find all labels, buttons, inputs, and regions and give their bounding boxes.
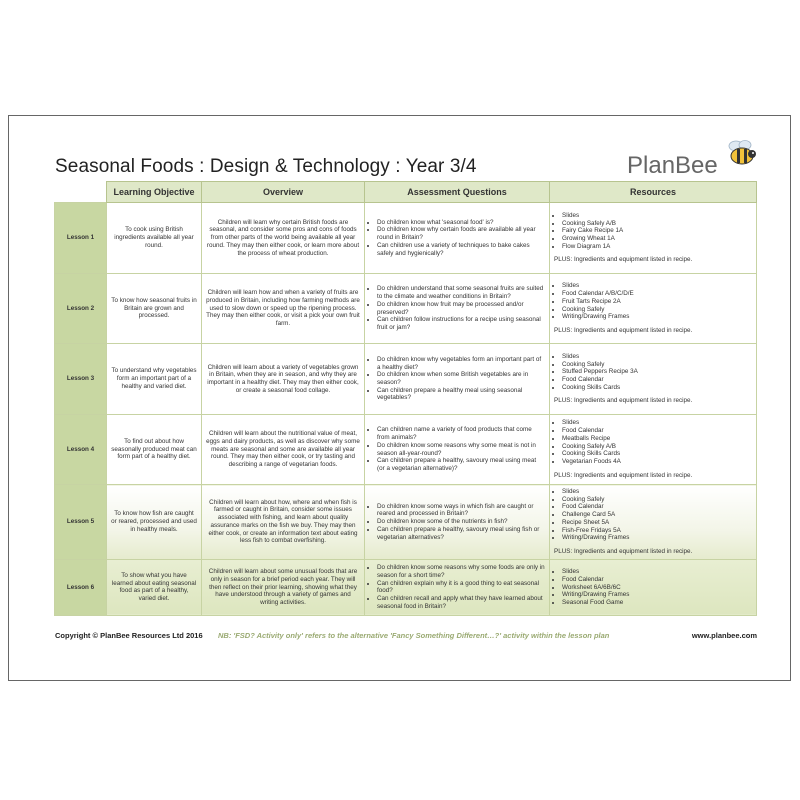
resource-item: • Cooking Safely [562,306,752,314]
learning-objective: To understand why vegetables form an important part of a healthy and varied diet. [107,344,202,415]
resource-item: • Cooking Safely [562,361,752,369]
resources-plus-note: PLUS: Ingredients and equipment listed in recipe. [554,397,693,405]
question-item: • Can children prepare a healthy, savoury meal using meat (or a vegetarian alternative)? [377,457,545,472]
question-item: • Do children know some ways in which fish are caught or reared and processed in Britain? [377,503,545,518]
lesson-overview: Children will learn how and when a variety of fruits are produced in Britain, including how farming methods are used to slow down or speed up the ripening process. They may then either cook, or visit a pick your own fruit farm. [202,274,365,344]
resources-plus-note: PLUS: Ingredients and equipment listed in recipe. [554,326,693,334]
question-item: • Can children recall and apply what they have learned about seasonal food in Britain? [377,595,545,610]
learning-objective: To show what you have learned about eating seasonal food as part of a healthy, varied diet. [107,559,202,615]
question-item: • Do children know when some British vegetables are in season? [377,371,545,386]
header-objective: Learning Objective [107,182,202,203]
question-item: • Do children know what 'seasonal food' is? [377,219,545,227]
resources-cell [550,485,757,560]
lesson-overview: Children will learn about how, where and when fish is farmed or caught in Britain, consider some issues associated with fishing, and learn about quality assurance marks on the fish we buy. They may then either cook, or create an information text about eating less fish to combat overfishing. [202,485,365,560]
resources-list [554,212,752,251]
footer [55,631,757,643]
resource-item: • Food Calendar [562,503,752,511]
question-item: • Can children use a variety of techniques to bake cakes safely and hygienically? [377,242,545,257]
resource-item: • Slides [562,488,752,496]
questions-list [369,285,545,331]
assessment-questions [365,485,550,560]
resources-cell [550,274,757,344]
assessment-questions [365,203,550,274]
lesson-rows [55,203,757,616]
question-item: • Do children know some of the nutrients in fish? [377,518,545,526]
lesson-row [55,415,757,485]
resources-list [554,419,752,465]
lesson-overview: Children will learn about some unusual foods that are only in season for a brief period each year. They will then reflect on their prior learning, showing what they have understood through a variety of games and writing activities. [202,559,365,615]
assessment-questions [365,559,550,615]
footnote-text: NB: 'FSD? Activity only' refers to the alternative 'Fancy Something Different…?' activity within the lesson plan [218,631,610,640]
resource-item: • Growing Wheat 1A [562,235,752,243]
resources-list [554,353,752,392]
header-questions: Assessment Questions [365,182,550,203]
questions-list [369,503,545,542]
questions-list [369,219,545,258]
lesson-overview: Children will learn about a variety of vegetables grown in Britain, when they are in season, and why they are important in a healthy diet. They may then either cook, or create a seasonal food collage. [202,344,365,415]
resource-item: • Stuffed Peppers Recipe 3A [562,368,752,376]
resource-item: • Food Calendar A/B/C/D/E [562,290,752,298]
question-item: • Do children know how fruit may be processed and/or preserved? [377,301,545,316]
lesson-row [55,485,757,560]
resources-cell [550,203,757,274]
resource-item: • Food Calendar [562,376,752,384]
header-overview: Overview [202,182,365,203]
resource-item: • Cooking Skills Cards [562,450,752,458]
resource-item: • Fruit Tarts Recipe 2A [562,298,752,306]
lesson-label: Lesson 4 [55,415,107,485]
lesson-label: Lesson 6 [55,559,107,615]
resource-item: • Cooking Safely [562,496,752,504]
resource-item: • Slides [562,212,752,220]
resource-item: • Writing/Drawing Frames [562,534,752,542]
question-item: • Can children name a variety of food products that come from animals? [377,426,545,441]
resources-cell [550,344,757,415]
lesson-label: Lesson 1 [55,203,107,274]
copyright-text: Copyright © PlanBee Resources Ltd 2016 [55,631,203,640]
lesson-overview: Children will learn about the nutritional value of meat, eggs and dairy products, as well as discover why some meats are seasonal and some are available all year round. They may then either cook, or try tasting and describing a range of vegetarian foods. [202,415,365,485]
resource-item: • Fish-Free Fridays 5A [562,527,752,535]
lesson-label: Lesson 2 [55,274,107,344]
lesson-table [54,181,757,616]
lesson-row [55,344,757,415]
resources-plus-note: PLUS: Ingredients and equipment listed in recipe. [554,256,693,264]
learning-objective: To find out about how seasonally produced meat can form part of a healthy diet. [107,415,202,485]
learning-objective: To know how fish are caught or reared, processed and used in healthy meals. [107,485,202,560]
lesson-overview-sheet [8,115,791,681]
lesson-row [55,559,757,615]
resources-plus-note: PLUS: Ingredients and equipment listed in recipe. [554,548,693,556]
question-item: • Do children know some reasons why some meat is not in season all-year-round? [377,442,545,457]
resources-list [554,282,752,321]
lesson-row [55,274,757,344]
resource-item: • Slides [562,282,752,290]
lesson-label: Lesson 3 [55,344,107,415]
resource-item: • Food Calendar [562,576,752,584]
logo-text: PlanBee [627,152,718,179]
resource-item: • Flow Diagram 1A [562,243,752,251]
resource-item: • Vegetarian Foods 4A [562,458,752,466]
planbee-logo [627,138,757,178]
assessment-questions [365,274,550,344]
resource-item: • Food Calendar [562,427,752,435]
questions-list [369,564,545,610]
website-link[interactable]: www.planbee.com [691,631,757,640]
learning-objective: To cook using British ingredients available all year round. [107,203,202,274]
header-row [55,182,757,203]
question-item: • Do children know why certain foods are available all year round in Britain? [377,226,545,241]
question-item: • Can children prepare a healthy meal using seasonal vegetables? [377,387,545,402]
bee-icon [725,138,759,168]
lesson-row [55,203,757,274]
assessment-questions [365,415,550,485]
resource-item: • Cooking Safely A/B [562,220,752,228]
lesson-label: Lesson 5 [55,485,107,560]
question-item: • Can children prepare a healthy, savoury meal using fish or vegetarian alternatives? [377,526,545,541]
resource-item: • Slides [562,419,752,427]
resource-item: • Writing/Drawing Frames [562,313,752,321]
resource-item: • Challenge Card 5A [562,511,752,519]
resource-item: • Slides [562,353,752,361]
question-item: • Do children know some reasons why some foods are only in season for a short time? [377,564,545,579]
resources-list [554,488,752,542]
page-title: Seasonal Foods : Design & Technology : Year 3/4 [55,156,477,177]
resource-item: • Seasonal Food Game [562,599,752,607]
questions-list [369,426,545,472]
questions-list [369,356,545,402]
resource-item: • Meatballs Recipe [562,435,752,443]
assessment-questions [365,344,550,415]
resources-cell [550,559,757,615]
resource-item: • Slides [562,568,752,576]
learning-objective: To know how seasonal fruits in Britain are grown and processed. [107,274,202,344]
question-item: • Can children follow instructions for a recipe using seasonal fruit or jam? [377,316,545,331]
question-item: • Do children know why vegetables form an important part of a healthy diet? [377,356,545,371]
resources-list [554,568,752,607]
header-resources: Resources [550,182,757,203]
resource-item: • Cooking Skills Cards [562,384,752,392]
resource-item: • Cooking Safely A/B [562,443,752,451]
resource-item: • Worksheet 6A/6B/6C [562,584,752,592]
question-item: • Can children explain why it is a good thing to eat seasonal food? [377,580,545,595]
resources-cell [550,415,757,485]
resource-item: • Writing/Drawing Frames [562,591,752,599]
resource-item: • Fairy Cake Recipe 1A [562,227,752,235]
resource-item: • Recipe Sheet 5A [562,519,752,527]
question-item: • Do children understand that some seasonal fruits are suited to the climate and weather conditions in Britain? [377,285,545,300]
lesson-overview: Children will learn why certain British foods are seasonal, and consider some pros and cons of foods from other parts of the world being available all year round. They may then either cook, or learn more about the process of wheat production. [202,203,365,274]
corner-cell [55,182,107,203]
resources-plus-note: PLUS: Ingredients and equipment listed in recipe. [554,471,693,479]
